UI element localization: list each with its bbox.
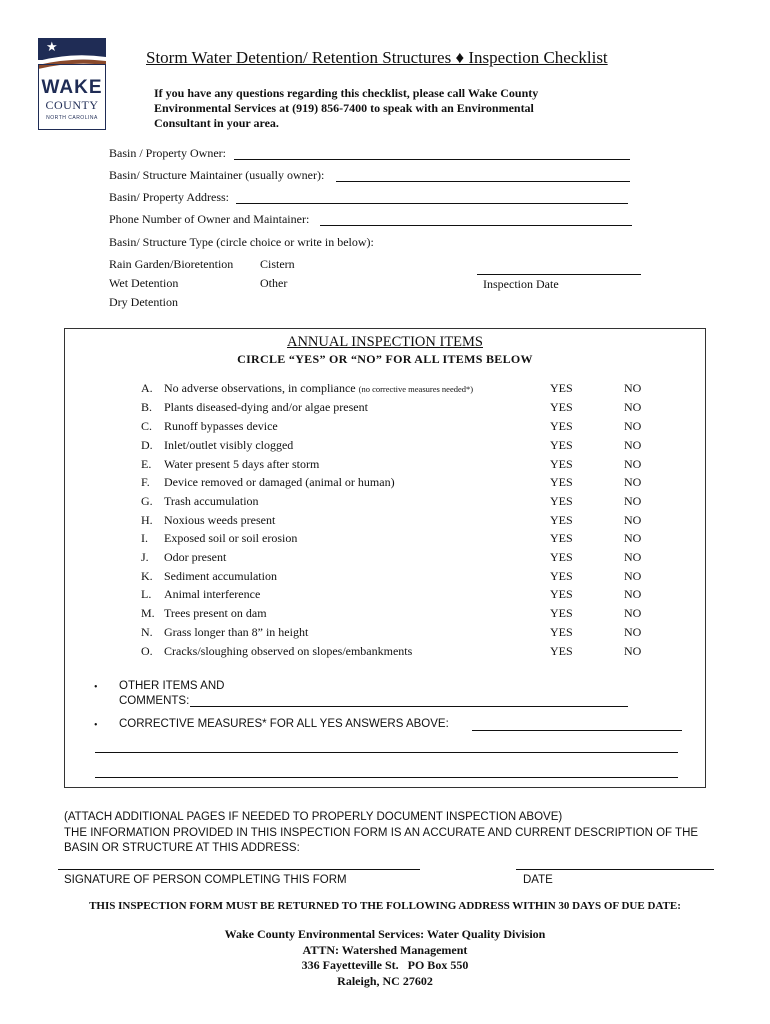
comments-label: COMMENTS:: [119, 695, 190, 707]
date-field[interactable]: [516, 869, 714, 870]
yes-option[interactable]: YES: [550, 475, 573, 489]
item-text: Sediment accumulation: [164, 569, 277, 583]
yes-option[interactable]: YES: [550, 513, 573, 527]
date-label: DATE: [523, 874, 553, 886]
yes-option[interactable]: YES: [550, 550, 573, 564]
no-option[interactable]: NO: [624, 644, 642, 658]
no-option[interactable]: NO: [624, 531, 642, 545]
inspection-row: [0, 457, 770, 475]
type-wet-detention[interactable]: Wet Detention: [109, 276, 179, 290]
signature-field[interactable]: [58, 869, 420, 870]
yes-option[interactable]: YES: [550, 438, 573, 452]
comments-field[interactable]: [190, 706, 628, 707]
structure-type-label: Basin/ Structure Type (circle choice or write in below):: [109, 235, 374, 249]
no-option[interactable]: NO: [624, 513, 642, 527]
maintainer-label: Basin/ Structure Maintainer (usually owner):: [109, 168, 325, 182]
inspection-row: [0, 438, 770, 456]
item-letter: J.: [141, 550, 149, 564]
address-label: Basin/ Property Address:: [109, 190, 229, 204]
no-option[interactable]: NO: [624, 625, 642, 639]
yes-option[interactable]: YES: [550, 381, 573, 395]
yes-option[interactable]: YES: [550, 569, 573, 583]
inspection-row: [0, 550, 770, 568]
inspection-row: [0, 494, 770, 512]
item-letter: K.: [141, 569, 153, 583]
logo-county-text: COUNTY: [45, 98, 99, 112]
address-field[interactable]: [236, 203, 628, 204]
no-option[interactable]: NO: [624, 419, 642, 433]
item-letter: D.: [141, 438, 153, 452]
inspection-row: [0, 381, 770, 399]
item-letter: E.: [141, 457, 152, 471]
item-text: Trees present on dam: [164, 606, 267, 620]
owner-label: Basin / Property Owner:: [109, 146, 226, 160]
type-dry-detention[interactable]: Dry Detention: [109, 295, 178, 309]
page-title: Storm Water Detention/ Retention Structures ♦ Inspection Checklist: [146, 48, 608, 67]
address-line: Wake County Environmental Services: Water Quality Division: [224, 927, 546, 941]
corrective-line-3[interactable]: [95, 777, 678, 778]
no-option[interactable]: NO: [624, 438, 642, 452]
address-line: ATTN: Watershed Management: [302, 942, 468, 957]
owner-field[interactable]: [234, 159, 630, 160]
other-items-label: OTHER ITEMS AND: [119, 680, 225, 692]
corrective-line-2[interactable]: [95, 752, 678, 753]
return-note: THIS INSPECTION FORM MUST BE RETURNED TO THE FOLLOWING ADDRESS WITHIN 30 DAYS OF DUE DATE:: [89, 900, 681, 912]
type-rain-garden[interactable]: Rain Garden/Bioretention: [109, 257, 234, 271]
no-option[interactable]: NO: [624, 606, 642, 620]
item-letter: O.: [141, 644, 153, 658]
star-icon: ★: [46, 39, 58, 54]
corrective-field[interactable]: [472, 730, 682, 731]
no-option[interactable]: NO: [624, 381, 642, 395]
inspection-date-label: Inspection Date: [483, 277, 559, 291]
item-letter: C.: [141, 419, 153, 433]
inspection-row: [0, 625, 770, 643]
item-text: No adverse observations, in compliance (no corrective measures needed*): [164, 381, 474, 395]
item-text: Animal interference: [164, 587, 261, 601]
item-text: Plants diseased-dying and/or algae present: [164, 400, 368, 414]
no-option[interactable]: NO: [624, 550, 642, 564]
item-letter: M.: [141, 606, 155, 620]
corrective-measures-label: CORRECTIVE MEASURES* FOR ALL YES ANSWERS ABOVE:: [119, 718, 449, 730]
item-text: Exposed soil or soil erosion: [164, 531, 298, 545]
yes-option[interactable]: YES: [550, 644, 573, 658]
item-letter: H.: [141, 513, 153, 527]
yes-option[interactable]: YES: [550, 625, 573, 639]
yes-option[interactable]: YES: [550, 419, 573, 433]
certification-text: [64, 810, 714, 857]
item-text: Device removed or damaged (animal or human): [164, 475, 395, 489]
type-other[interactable]: Other: [260, 276, 288, 290]
no-option[interactable]: NO: [624, 494, 642, 508]
item-letter: G.: [141, 494, 153, 508]
type-cistern[interactable]: Cistern: [260, 257, 295, 271]
yes-option[interactable]: YES: [550, 400, 573, 414]
yes-option[interactable]: YES: [550, 587, 573, 601]
no-option[interactable]: NO: [624, 400, 642, 414]
maintainer-field[interactable]: [336, 181, 630, 182]
signature-label: SIGNATURE OF PERSON COMPLETING THIS FORM: [64, 874, 347, 886]
item-letter: I.: [141, 531, 148, 545]
yes-option[interactable]: YES: [550, 457, 573, 471]
intro-text: If you have any questions regarding this checklist, please call Wake County Environmental Services at (919) 856-7400 to speak with an Environmental Consultant in your area.: [154, 86, 539, 130]
inspection-row: [0, 644, 770, 662]
no-option[interactable]: NO: [624, 475, 642, 489]
item-text: Odor present: [164, 550, 227, 564]
wake-county-logo: [38, 38, 106, 130]
annual-title: ANNUAL INSPECTION ITEMS: [286, 334, 483, 350]
bullet-icon: •: [94, 720, 98, 731]
inspection-row: [0, 475, 770, 493]
item-text: Water present 5 days after storm: [164, 457, 320, 471]
item-letter: L.: [141, 587, 152, 601]
address-line: Raleigh, NC 27602: [337, 973, 433, 988]
annual-subtitle: CIRCLE “YES” OR “NO” FOR ALL ITEMS BELOW: [237, 352, 533, 366]
yes-option[interactable]: YES: [550, 606, 573, 620]
inspection-date-field[interactable]: [477, 274, 641, 275]
inspection-row: [0, 400, 770, 418]
attach-note: (ATTACH ADDITIONAL PAGES IF NEEDED TO PROPERLY DOCUMENT INSPECTION ABOVE): [64, 811, 563, 823]
inspection-row: [0, 587, 770, 605]
inspection-row: [0, 531, 770, 549]
item-letter: B.: [141, 400, 153, 414]
logo-wake-text: WAKE: [41, 77, 103, 98]
item-letter: A.: [141, 381, 153, 395]
certify-note: THE INFORMATION PROVIDED IN THIS INSPECTION FORM IS AN ACCURATE AND CURRENT DESCRIPTION OF THE BASIN OR STRUCTURE AT THIS ADDRESS:: [64, 826, 699, 854]
no-option[interactable]: NO: [624, 587, 642, 601]
inspection-row: [0, 419, 770, 437]
yes-option[interactable]: YES: [550, 494, 573, 508]
item-letter: F.: [141, 475, 150, 489]
item-text: Noxious weeds present: [164, 513, 276, 527]
item-text: Trash accumulation: [164, 494, 259, 508]
item-text: Cracks/sloughing observed on slopes/embankments: [164, 644, 413, 658]
address-line: 336 Fayetteville St. PO Box 550: [301, 958, 469, 972]
item-text: Inlet/outlet visibly clogged: [164, 438, 294, 452]
item-text: Grass longer than 8” in height: [164, 625, 309, 639]
item-text: Runoff bypasses device: [164, 419, 278, 433]
no-option[interactable]: NO: [624, 569, 642, 583]
inspection-row: [0, 606, 770, 624]
mailing-address: [0, 927, 770, 989]
item-note: (no corrective measures needed*): [358, 384, 474, 394]
logo-state-text: NORTH CAROLINA: [46, 115, 98, 121]
inspection-row: [0, 569, 770, 587]
yes-option[interactable]: YES: [550, 531, 573, 545]
bullet-icon: •: [94, 682, 98, 693]
inspection-row: [0, 513, 770, 531]
phone-field[interactable]: [320, 225, 632, 226]
phone-label: Phone Number of Owner and Maintainer:: [109, 212, 310, 226]
item-letter: N.: [141, 625, 153, 639]
no-option[interactable]: NO: [624, 457, 642, 471]
